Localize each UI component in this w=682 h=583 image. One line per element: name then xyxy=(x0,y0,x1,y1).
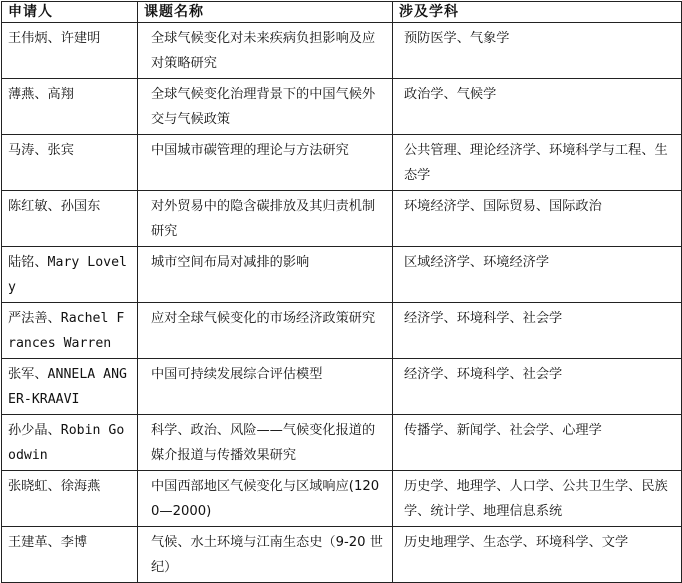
cell-project-title: 科学、政治、风险——气候变化报道的媒介报道与传播效果研究 xyxy=(138,415,393,471)
header-row xyxy=(2,2,682,23)
cell-applicants: 陆铭、Mary Lovely xyxy=(2,247,138,303)
table-row xyxy=(2,247,682,303)
cell-disciplines: 经济学、环境科学、社会学 xyxy=(393,303,682,359)
table-row xyxy=(2,135,682,191)
cell-applicants: 薄燕、高翔 xyxy=(2,79,138,135)
cell-applicants: 严法善、Rachel Frances Warren xyxy=(2,303,138,359)
grant-projects-table xyxy=(1,1,682,583)
cell-project-title: 气候、水土环境与江南生态史（9-20 世纪） xyxy=(138,527,393,583)
cell-disciplines: 区域经济学、环境经济学 xyxy=(393,247,682,303)
cell-project-title: 城市空间布局对减排的影响 xyxy=(138,247,393,303)
cell-disciplines: 历史地理学、生态学、环境科学、文学 xyxy=(393,527,682,583)
header-disciplines: 涉及学科 xyxy=(393,2,682,23)
cell-disciplines: 传播学、新闻学、社会学、心理学 xyxy=(393,415,682,471)
cell-applicants: 陈红敏、孙国东 xyxy=(2,191,138,247)
cell-project-title: 全球气候变化对未来疾病负担影响及应对策略研究 xyxy=(138,23,393,79)
table-row xyxy=(2,415,682,471)
cell-disciplines: 历史学、地理学、人口学、公共卫生学、民族学、统计学、地理信息系统 xyxy=(393,471,682,527)
cell-applicants: 孙少晶、Robin Goodwin xyxy=(2,415,138,471)
table-row xyxy=(2,23,682,79)
table-row xyxy=(2,471,682,527)
cell-project-title: 中国西部地区气候变化与区域响应(1200—2000) xyxy=(138,471,393,527)
cell-project-title: 中国可持续发展综合评估模型 xyxy=(138,359,393,415)
table-row xyxy=(2,79,682,135)
cell-disciplines: 预防医学、气象学 xyxy=(393,23,682,79)
cell-applicants: 马涛、张宾 xyxy=(2,135,138,191)
cell-project-title: 对外贸易中的隐含碳排放及其归责机制研究 xyxy=(138,191,393,247)
cell-disciplines: 环境经济学、国际贸易、国际政治 xyxy=(393,191,682,247)
table-row xyxy=(2,527,682,583)
cell-applicants: 王建革、李博 xyxy=(2,527,138,583)
table-row xyxy=(2,359,682,415)
header-project-title: 课题名称 xyxy=(138,2,393,23)
cell-project-title: 全球气候变化治理背景下的中国气候外交与气候政策 xyxy=(138,79,393,135)
table-row xyxy=(2,191,682,247)
cell-project-title: 中国城市碳管理的理论与方法研究 xyxy=(138,135,393,191)
table-row xyxy=(2,303,682,359)
cell-project-title: 应对全球气候变化的市场经济政策研究 xyxy=(138,303,393,359)
cell-disciplines: 政治学、气候学 xyxy=(393,79,682,135)
cell-applicants: 张军、ANNELA ANGER-KRAAVI xyxy=(2,359,138,415)
cell-applicants: 张晓虹、徐海燕 xyxy=(2,471,138,527)
cell-applicants: 王伟炳、许建明 xyxy=(2,23,138,79)
cell-disciplines: 公共管理、理论经济学、环境科学与工程、生态学 xyxy=(393,135,682,191)
cell-disciplines: 经济学、环境科学、社会学 xyxy=(393,359,682,415)
header-applicants: 申请人 xyxy=(2,2,138,23)
